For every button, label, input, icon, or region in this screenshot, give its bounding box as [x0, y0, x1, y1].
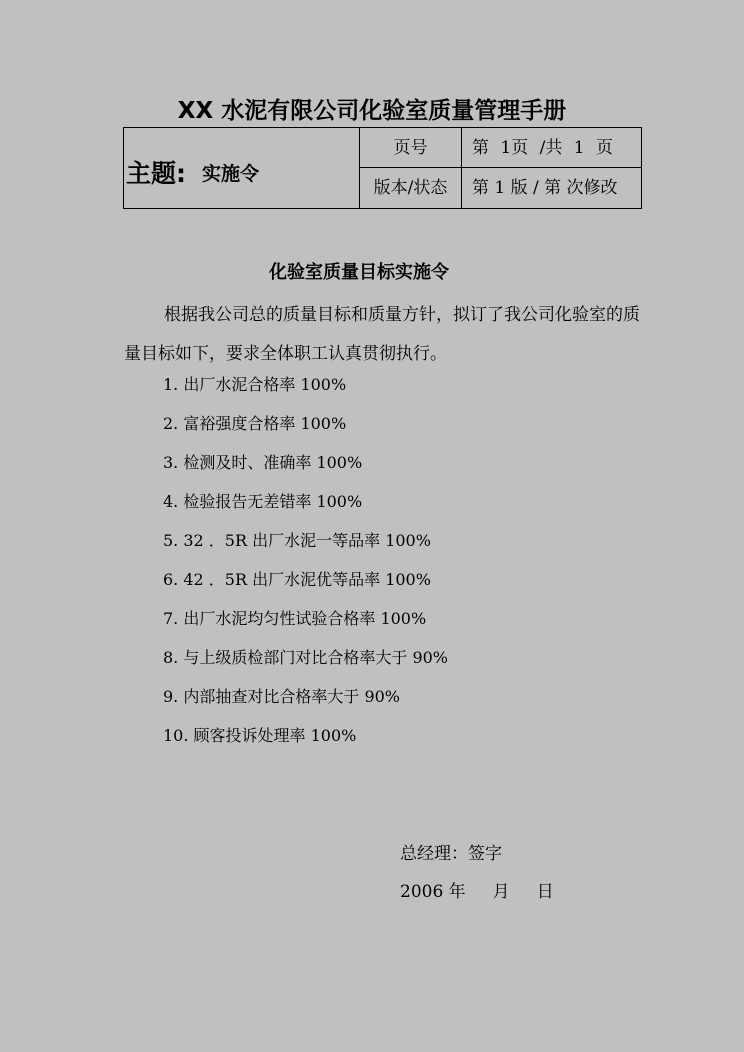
page-number-label: 页号 [360, 128, 462, 168]
goal-item: 6. 42 ．5R 出厂水泥优等品率 100% [163, 570, 431, 589]
date-line: 2006 年 月 日 [400, 882, 554, 902]
goal-item: 9. 内部抽查对比合格率大于 90% [163, 687, 401, 706]
goal-item: 3. 检测及时、准确率 100% [163, 453, 363, 472]
goal-item: 4. 检验报告无差错率 100% [163, 492, 363, 511]
quality-goals-list [163, 373, 448, 763]
subject-label: 主题: [126, 159, 186, 188]
subject-value: 实施令 [202, 163, 260, 185]
goal-item: 8. 与上级质检部门对比合格率大于 90% [163, 648, 449, 667]
page-number-value: 第 1页 /共 1 页 [462, 128, 641, 168]
header-table [123, 127, 642, 209]
version-value: 第 1 版 / 第 次修改 [472, 178, 618, 198]
document-title: XX 水泥有限公司化验室质量管理手册 [177, 98, 567, 124]
goal-item: 10. 顾客投诉处理率 100% [163, 726, 357, 745]
section-heading: 化验室质量目标实施令 [269, 262, 449, 283]
goal-item: 7. 出厂水泥均匀性试验合格率 100% [163, 609, 427, 628]
goal-item: 5. 32 ．5R 出厂水泥一等品率 100% [163, 531, 431, 550]
signature-block [400, 842, 554, 918]
manager-signature-line: 总经理：签字 [400, 844, 502, 864]
subject-cell [124, 128, 360, 208]
goal-item: 1. 出厂水泥合格率 100% [163, 375, 347, 394]
intro-paragraph: 根据我公司总的质量目标和质量方针，拟订了我公司化验室的质量目标如下，要求全体职工认真贯彻执行。 [124, 305, 640, 364]
version-label: 版本/状态 [360, 168, 462, 208]
goal-item: 2. 富裕强度合格率 100% [163, 414, 347, 433]
